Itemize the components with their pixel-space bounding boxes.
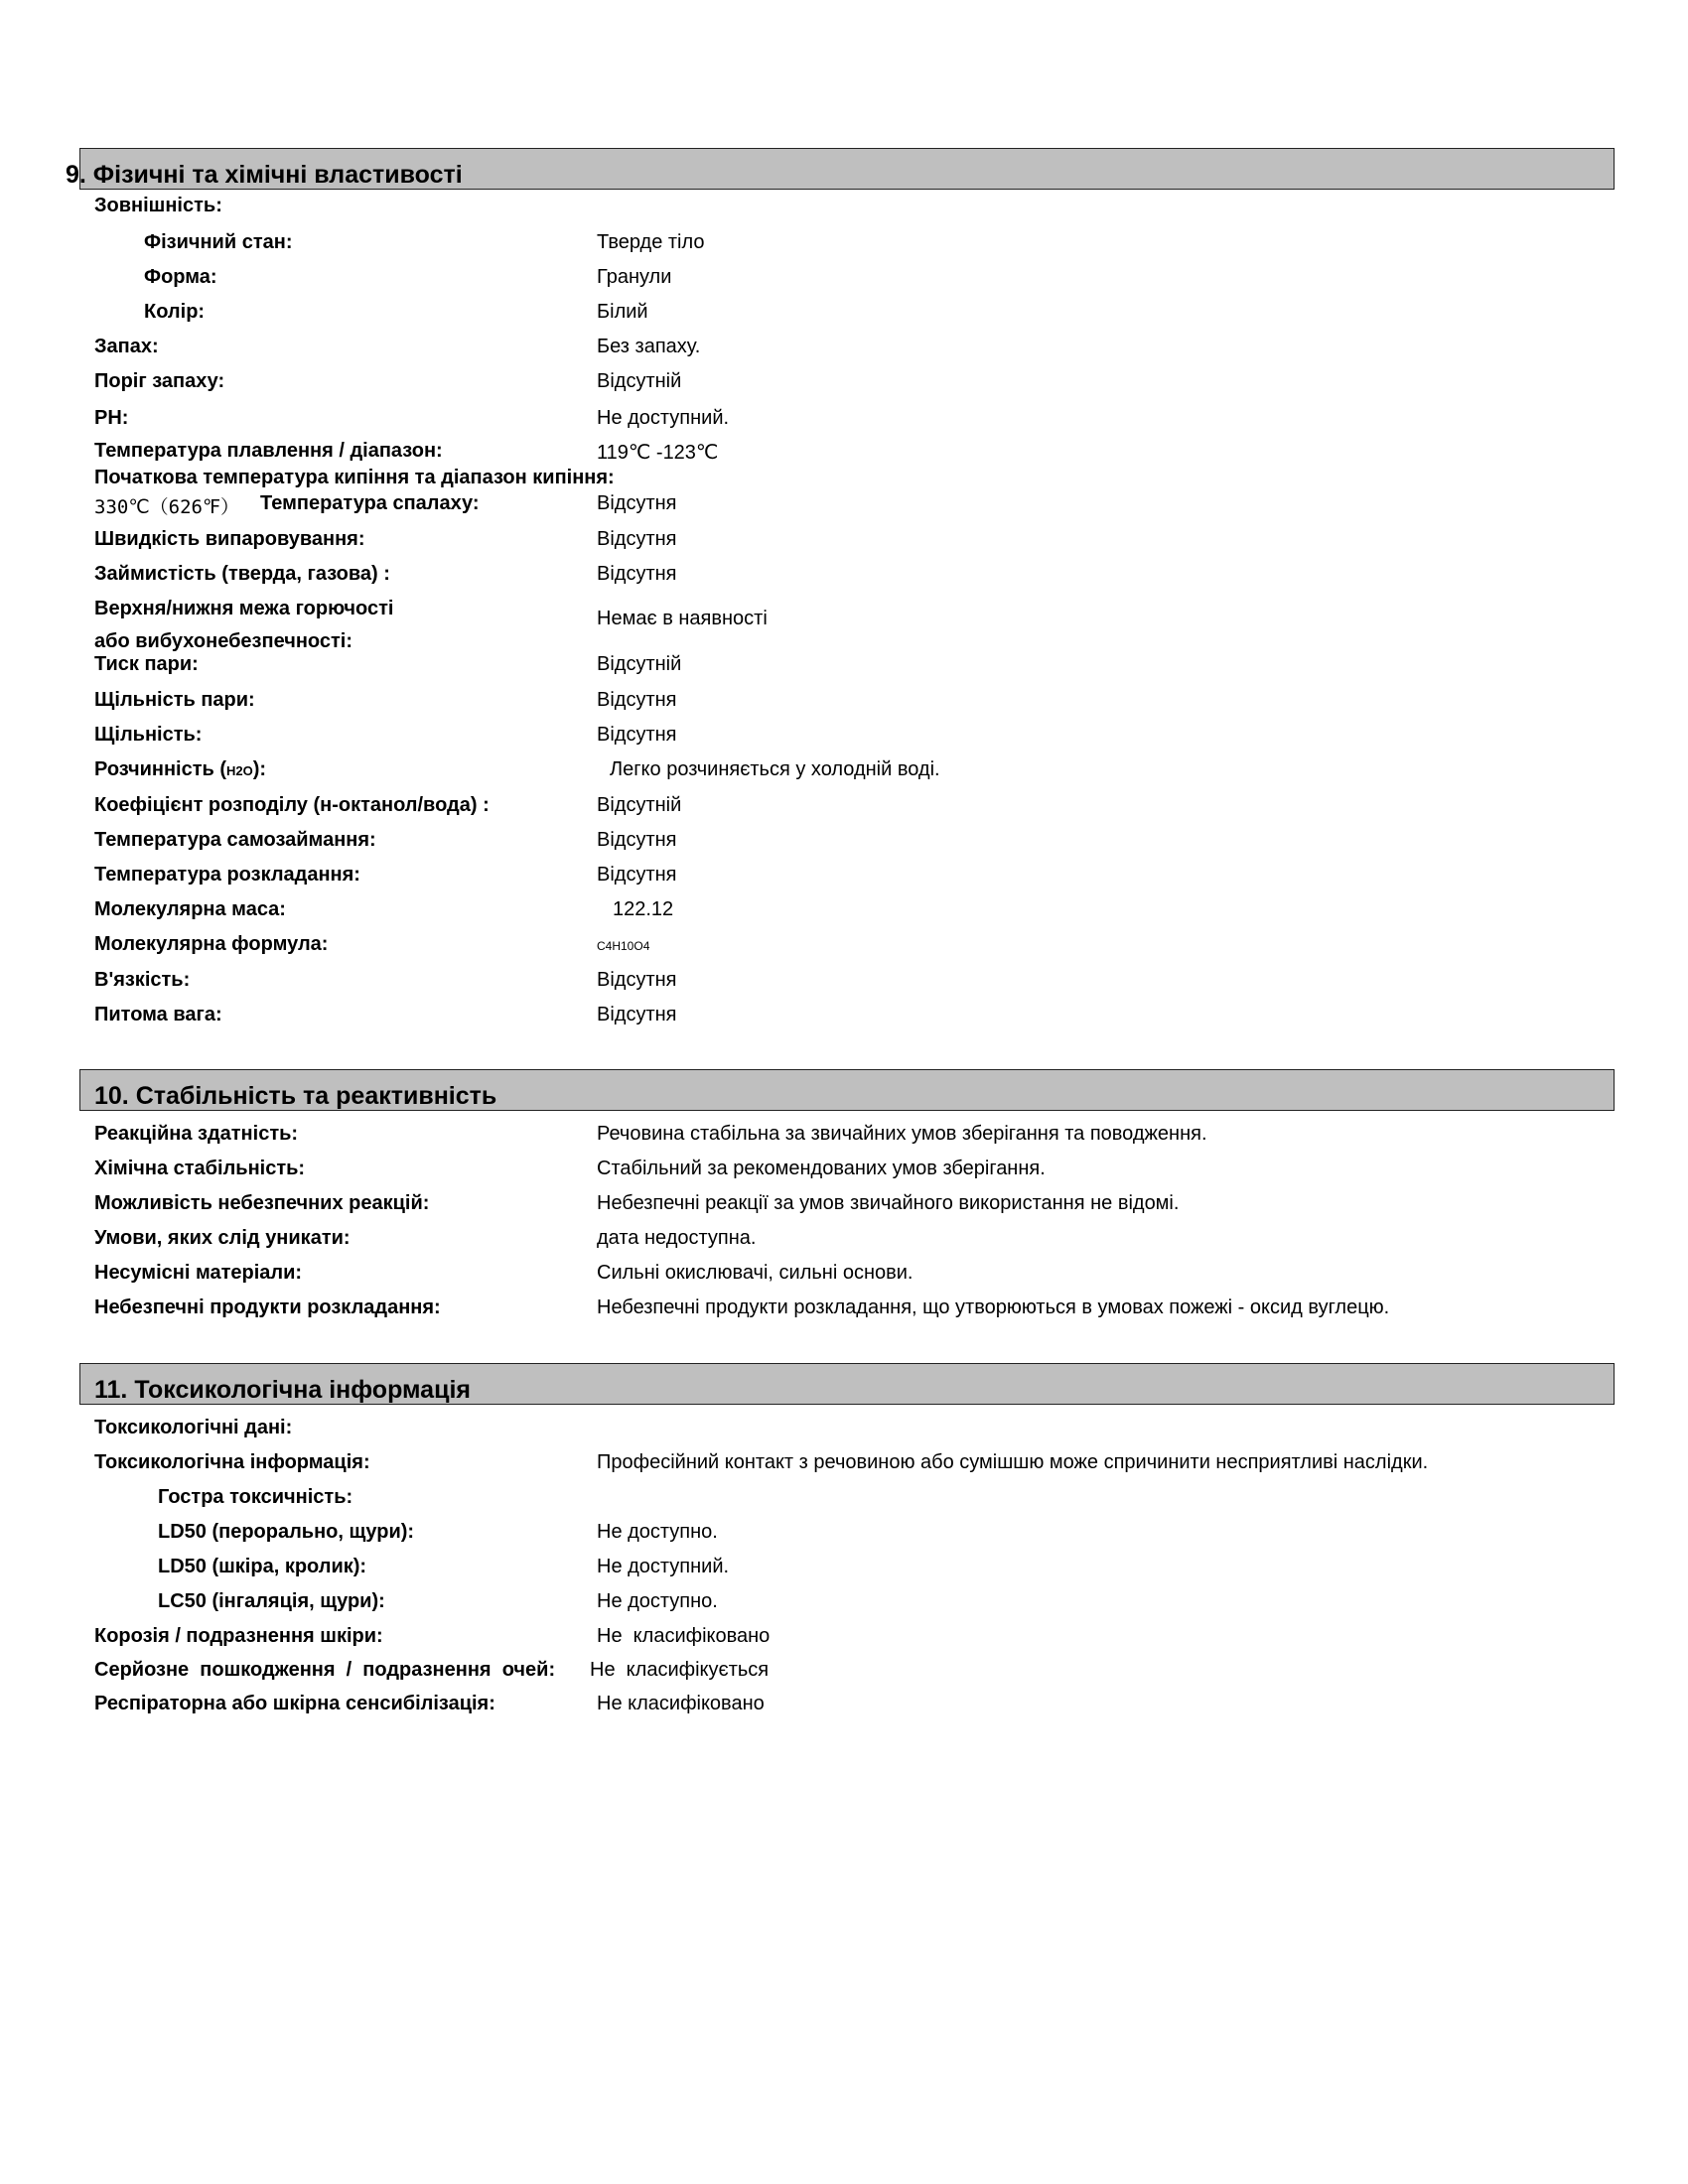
section-10-title: 10. Стабільність та реактивність	[94, 1082, 497, 1110]
solubility-label-text: Розчинність (	[94, 758, 227, 780]
appearance-label: Зовнішність:	[94, 195, 222, 216]
section-11-title: 11. Токсикологічна інформація	[94, 1376, 471, 1404]
vapor-density-value: Відсутня	[597, 689, 677, 711]
viscosity-value: Відсутня	[597, 969, 677, 991]
toxicological-data-label: Токсикологічні дані:	[94, 1417, 293, 1438]
decomposition-temp-label: Температура розкладання:	[94, 864, 360, 886]
section-9-number: 9	[66, 161, 79, 189]
form-label: Форма:	[144, 266, 217, 288]
density-value: Відсутня	[597, 724, 677, 746]
color-value: Білий	[597, 301, 648, 323]
reactivity-label: Реакційна здатність:	[94, 1123, 299, 1145]
specific-gravity-label: Питома вага:	[94, 1004, 222, 1025]
melting-point-value: 119℃ -123℃	[597, 442, 719, 464]
odor-threshold-value: Відсутній	[597, 370, 682, 392]
decomposition-products-label: Небезпечні продукти розкладання:	[94, 1297, 441, 1318]
conditions-to-avoid-value: дата недоступна.	[597, 1227, 757, 1249]
odor-threshold-label: Поріг запаху:	[94, 370, 225, 392]
decomposition-temp-value: Відсутня	[597, 864, 677, 886]
ld50-skin-value: Не доступний.	[597, 1556, 730, 1577]
toxicological-info-label: Токсикологічна інформація:	[94, 1451, 370, 1473]
eye-damage-label: Серйозне пошкодження / подразнення очей:	[94, 1659, 556, 1681]
reactivity-value: Речовина стабільна за звичайних умов зберігання та поводження.	[597, 1123, 1207, 1145]
hazardous-reactions-label: Можливість небезпечних реакцій:	[94, 1192, 430, 1214]
ph-label: PH:	[94, 407, 129, 429]
incompatible-materials-label: Несумісні матеріали:	[94, 1262, 303, 1284]
molecular-formula-label: Молекулярна формула:	[94, 933, 329, 955]
ld50-oral-label: LD50 (перорально, щури):	[158, 1521, 415, 1543]
molecular-formula-value: C4H10O4	[597, 939, 650, 953]
lc50-inhalation-value: Не доступно.	[597, 1590, 718, 1612]
flammability-label: Займистість (тверда, газова) :	[94, 563, 390, 585]
incompatible-materials-value: Сильні окислювачі, сильні основи.	[597, 1262, 914, 1284]
color-label: Колір:	[144, 301, 206, 323]
flammability-value: Відсутня	[597, 563, 677, 585]
density-label: Щільність:	[94, 724, 203, 746]
solubility-value: Легко розчиняється у холодній воді.	[610, 758, 940, 780]
sensitization-value: Не класифіковано	[597, 1693, 765, 1714]
solubility-label-subscript: H2O	[226, 763, 253, 778]
ph-value: Не доступний.	[597, 407, 730, 429]
boiling-point-value: 330℃（626℉）	[94, 496, 240, 518]
ld50-oral-value: Не доступно.	[597, 1521, 718, 1543]
section-9-title	[66, 161, 463, 190]
skin-corrosion-label: Корозія / подразнення шкіри:	[94, 1625, 383, 1647]
melting-point-label: Температура плавлення / діапазон:	[94, 440, 443, 462]
chemical-stability-label: Хімічна стабільність:	[94, 1158, 306, 1179]
vapor-pressure-label: Тиск пари:	[94, 653, 199, 675]
lc50-inhalation-label: LC50 (інгаляція, щури):	[158, 1590, 385, 1612]
explosive-limits-label-line1: Верхня/нижня межа горючості	[94, 598, 394, 619]
autoignition-value: Відсутня	[597, 829, 677, 851]
acute-toxicity-label: Гостра токсичність:	[158, 1486, 353, 1508]
odor-label: Запах:	[94, 336, 159, 357]
form-value: Гранули	[597, 266, 672, 288]
partition-coefficient-value: Відсутній	[597, 794, 682, 816]
decomposition-products-value: Небезпечні продукти розкладання, що утворюються в умовах пожежі - оксид вуглецю.	[597, 1297, 1390, 1318]
partition-coefficient-label: Коефіцієнт розподілу (н-октанол/вода) :	[94, 794, 490, 816]
eye-damage-value: Не класифікується	[590, 1659, 770, 1681]
conditions-to-avoid-label: Умови, яких слід уникати:	[94, 1227, 351, 1249]
skin-corrosion-value: Не класифіковано	[597, 1625, 771, 1647]
solubility-label-end: ):	[252, 758, 267, 780]
evaporation-rate-value: Відсутня	[597, 528, 677, 550]
hazardous-reactions-value: Небезпечні реакції за умов звичайного використання не відомі.	[597, 1192, 1180, 1214]
solubility-label	[94, 758, 266, 781]
physical-state-label: Фізичний стан:	[144, 231, 293, 253]
vapor-density-label: Щільність пари:	[94, 689, 255, 711]
section-9-title-text: . Фізичні та хімічні властивості	[78, 161, 463, 189]
autoignition-label: Температура самозаймання:	[94, 829, 376, 851]
vapor-pressure-value: Відсутній	[597, 653, 682, 675]
physical-state-value: Тверде тіло	[597, 231, 705, 253]
boiling-point-label: Початкова температура кипіння та діапазон кипіння:	[94, 467, 615, 488]
chemical-stability-value: Стабільний за рекомендованих умов зберігання.	[597, 1158, 1046, 1179]
explosive-limits-value: Немає в наявності	[597, 608, 768, 629]
evaporation-rate-label: Швидкість випаровування:	[94, 528, 365, 550]
viscosity-label: В'язкість:	[94, 969, 191, 991]
explosive-limits-label-line2: або вибухонебезпечності:	[94, 630, 352, 652]
flash-point-label: Температура спалаху:	[260, 492, 480, 514]
molecular-mass-label: Молекулярна маса:	[94, 898, 286, 920]
specific-gravity-value: Відсутня	[597, 1004, 677, 1025]
molecular-mass-value: 122.12	[613, 898, 674, 920]
sensitization-label: Респіраторна або шкірна сенсибілізація:	[94, 1693, 495, 1714]
ld50-skin-label: LD50 (шкіра, кролик):	[158, 1556, 367, 1577]
toxicological-info-value: Професійний контакт з речовиною або сумішшю може спричинити несприятливі наслідки.	[597, 1451, 1429, 1473]
flash-point-value: Відсутня	[597, 492, 677, 514]
odor-value: Без запаху.	[597, 336, 701, 357]
